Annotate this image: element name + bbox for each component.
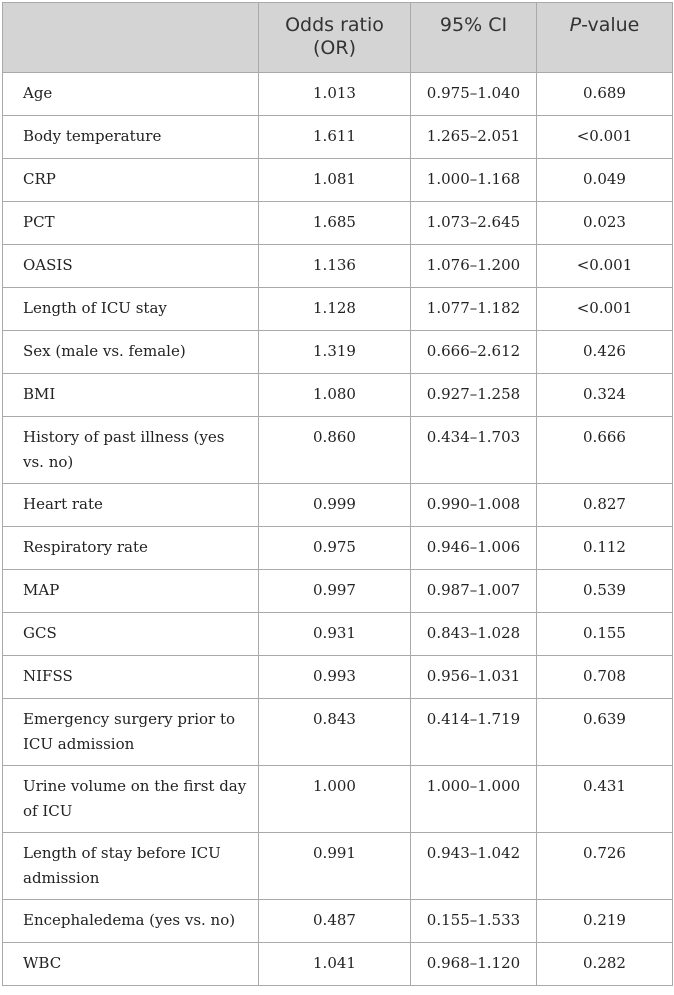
cell-variable: GCS [3,613,259,656]
table-row [3,116,673,159]
cell-variable: MAP [3,570,259,613]
cell-p-value: 0.431 [537,766,673,833]
cell-ci: 0.990–1.008 [411,484,537,527]
cell-variable: Length of stay before ICU admission [3,833,259,900]
cell-odds-ratio: 1.041 [259,943,411,986]
cell-variable: CRP [3,159,259,202]
table-row [3,202,673,245]
cell-p-value: <0.001 [537,288,673,331]
table-row [3,159,673,202]
table-row [3,656,673,699]
cell-p-value: 0.049 [537,159,673,202]
header-95-ci: 95% CI [411,3,537,73]
cell-p-value: 0.282 [537,943,673,986]
table-row [3,484,673,527]
table-row [3,833,673,900]
cell-ci: 1.077–1.182 [411,288,537,331]
cell-p-value: 0.324 [537,374,673,417]
cell-ci: 0.155–1.533 [411,900,537,943]
cell-p-value: 0.708 [537,656,673,699]
cell-ci: 0.987–1.007 [411,570,537,613]
cell-odds-ratio: 1.611 [259,116,411,159]
table-row [3,527,673,570]
cell-odds-ratio: 1.136 [259,245,411,288]
cell-ci: 1.076–1.200 [411,245,537,288]
cell-p-value: 0.023 [537,202,673,245]
cell-p-value: 0.689 [537,73,673,116]
header-p-value [537,3,673,73]
cell-variable: Urine volume on the first day of ICU [3,766,259,833]
table-row [3,613,673,656]
cell-ci: 0.927–1.258 [411,374,537,417]
table-row [3,417,673,484]
cell-variable: Respiratory rate [3,527,259,570]
cell-odds-ratio: 1.013 [259,73,411,116]
cell-p-value: 0.726 [537,833,673,900]
cell-p-value: 0.639 [537,699,673,766]
header-odds-ratio: Odds ratio (OR) [259,3,411,73]
cell-ci: 1.073–2.645 [411,202,537,245]
cell-variable: WBC [3,943,259,986]
table-row [3,331,673,374]
cell-p-value: <0.001 [537,245,673,288]
cell-p-value: 0.219 [537,900,673,943]
header-variable [3,3,259,73]
cell-variable: BMI [3,374,259,417]
table-row [3,73,673,116]
cell-odds-ratio: 1.128 [259,288,411,331]
cell-odds-ratio: 1.000 [259,766,411,833]
cell-odds-ratio: 0.991 [259,833,411,900]
cell-variable: Age [3,73,259,116]
table-row [3,699,673,766]
cell-ci: 0.843–1.028 [411,613,537,656]
cell-ci: 0.414–1.719 [411,699,537,766]
cell-ci: 0.968–1.120 [411,943,537,986]
table-row [3,245,673,288]
cell-ci: 1.265–2.051 [411,116,537,159]
cell-odds-ratio: 0.993 [259,656,411,699]
cell-variable: Heart rate [3,484,259,527]
table-row [3,570,673,613]
cell-variable: OASIS [3,245,259,288]
cell-odds-ratio: 0.975 [259,527,411,570]
cell-ci: 0.943–1.042 [411,833,537,900]
cell-ci: 1.000–1.168 [411,159,537,202]
cell-p-value: 0.426 [537,331,673,374]
cell-odds-ratio: 1.081 [259,159,411,202]
cell-ci: 0.975–1.040 [411,73,537,116]
cell-variable: History of past illness (yes vs. no) [3,417,259,484]
cell-odds-ratio: 0.997 [259,570,411,613]
cell-p-value: 0.827 [537,484,673,527]
cell-ci: 0.956–1.031 [411,656,537,699]
cell-odds-ratio: 0.860 [259,417,411,484]
cell-odds-ratio: 0.487 [259,900,411,943]
cell-odds-ratio: 0.843 [259,699,411,766]
table-row [3,766,673,833]
cell-variable: Body temperature [3,116,259,159]
cell-odds-ratio: 1.319 [259,331,411,374]
header-p-italic: P [569,14,582,36]
cell-p-value: 0.539 [537,570,673,613]
cell-ci: 0.666–2.612 [411,331,537,374]
cell-p-value: <0.001 [537,116,673,159]
cell-p-value: 0.112 [537,527,673,570]
header-p-rest: -value [581,14,640,36]
odds-ratio-table [2,2,673,986]
table-row [3,288,673,331]
cell-odds-ratio: 1.685 [259,202,411,245]
cell-variable: PCT [3,202,259,245]
cell-ci: 0.946–1.006 [411,527,537,570]
cell-odds-ratio: 0.931 [259,613,411,656]
table-row [3,374,673,417]
cell-ci: 0.434–1.703 [411,417,537,484]
cell-variable: Length of ICU stay [3,288,259,331]
table-row [3,943,673,986]
cell-p-value: 0.666 [537,417,673,484]
cell-variable: Emergency surgery prior to ICU admission [3,699,259,766]
cell-variable: Encephaledema (yes vs. no) [3,900,259,943]
cell-p-value: 0.155 [537,613,673,656]
table-row [3,900,673,943]
cell-odds-ratio: 1.080 [259,374,411,417]
cell-odds-ratio: 0.999 [259,484,411,527]
cell-variable: NIFSS [3,656,259,699]
cell-variable: Sex (male vs. female) [3,331,259,374]
table-header-row [3,3,673,73]
cell-ci: 1.000–1.000 [411,766,537,833]
